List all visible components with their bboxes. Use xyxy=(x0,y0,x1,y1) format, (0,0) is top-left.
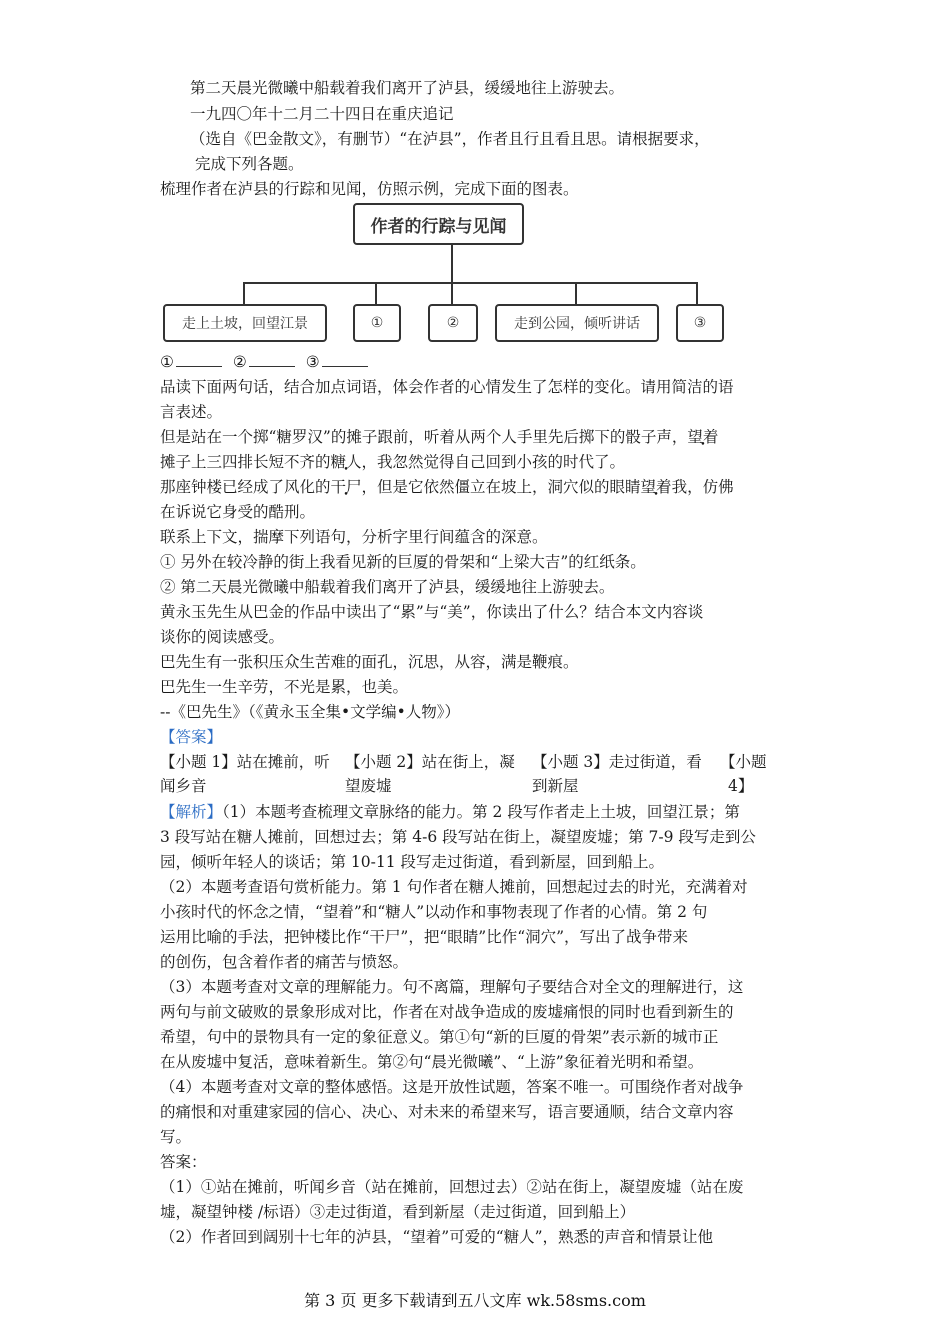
answer-q4 xyxy=(720,750,767,798)
analysis-line-7: 的创伤，包含着作者的痛苦与愤怒。 xyxy=(160,953,409,971)
passage-line-1: 第二天晨光微曦中船载着我们离开了泸县，缓缓地往上游驶去。 xyxy=(190,79,625,97)
answer-q2-line-1: 【小题 2】站在街上，凝 xyxy=(345,753,515,771)
analysis-label: 【解析】 xyxy=(160,803,223,821)
text: （1）本题考查梳理文章脉络的能力。第 2 段写作者走上土坡，回望江景；第 xyxy=(222,803,740,821)
diagram-connector xyxy=(451,282,453,304)
diagram-connector xyxy=(243,282,245,304)
answer-blank-3[interactable] xyxy=(322,352,368,367)
page-footer: 第 3 页 更多下载请到五八文库 wk.58sms.com xyxy=(304,1291,646,1310)
analysis-line-5: 小孩时代的怀念之情，“望着”和“糖人”以动作和事物表现了作者的心情。第 2 句 xyxy=(160,903,708,921)
diagram-node-1: 走上土坡，回望江景 xyxy=(163,304,327,342)
analysis-line-3: 园，倾听年轻人的谈话；第 10-11 段写走过街道，看到新屋，回到船上。 xyxy=(160,853,665,871)
q4-source: --《巴先生》（《黄永玉全集•文学编•人物》） xyxy=(160,703,461,721)
q3-sentence-1: ① 另外在较冷静的街上我看见新的巨厦的骨架和“上梁大吉”的红纸条。 xyxy=(160,553,646,571)
q4-quote-1: 巴先生有一张积压众生苦难的面孔，沉思，从容，满是鞭痕。 xyxy=(160,653,579,671)
analysis-line-11: 在从废墟中复活，意味着新生。第②句“晨光微曦”、“上游”象征着光明和希望。 xyxy=(160,1053,704,1071)
answer-q2-line-2: 望废墟 xyxy=(345,777,392,795)
diagram-branch-line xyxy=(243,282,696,284)
text: 摊子上三四排长短不齐的 xyxy=(160,453,331,471)
analysis-line-8: （3）本题考查对文章的理解能力。句不离篇，理解句子要结合对全文的理解进行，这 xyxy=(160,978,744,996)
diagram-connector xyxy=(696,282,698,304)
analysis-line-15: 答案： xyxy=(160,1153,207,1171)
dotted-word: 干尸 xyxy=(330,478,362,496)
answer-q1-line-1: 【小题 1】站在摊前，听 xyxy=(160,753,330,771)
q3-sentence-2: ② 第二天晨光微曦中船载着我们离开了泸县，缓缓地往上游驶去。 xyxy=(160,578,615,596)
blank-label-2: ② xyxy=(232,353,247,371)
text: 那座钟楼已经成了风化的 xyxy=(160,478,331,496)
answer-q2 xyxy=(345,750,515,798)
diagram-connector xyxy=(575,282,577,304)
q2-prompt-line-2: 言表述。 xyxy=(160,403,223,421)
diagram-trunk xyxy=(451,245,453,283)
analysis-line-16: （1）①站在摊前，听闻乡音（站在摊前，回想过去）②站在街上，凝望废墟（站在废 xyxy=(160,1178,744,1196)
text: ，我忽然觉得自己回到小孩的时代了。 xyxy=(361,453,626,471)
answer-blank-2[interactable] xyxy=(249,352,295,367)
answer-blank-1[interactable] xyxy=(176,352,222,367)
text: 但是站在一个掷“糖罗汉”的摊子跟前，听着从两个人手里先后掷下的骰子声， xyxy=(160,428,688,446)
q2-sentence-1a xyxy=(160,425,790,449)
diagram-node-4: 走到公园，倾听讲话 xyxy=(495,304,659,342)
diagram-node-3: ② xyxy=(428,304,478,342)
passage-instruction: 完成下列各题。 xyxy=(195,155,304,173)
analysis-line-13: 的痛恨和对重建家园的信心、决心、对未来的希望来写，语言要通顺，结合文章内容 xyxy=(160,1103,734,1121)
analysis-line-2: 3 段写站在糖人摊前，回想过去；第 4-6 段写站在街上，凝望废墟；第 7-9 段写走到公 xyxy=(160,828,756,846)
answer-q3-line-2: 到新屋 xyxy=(532,777,579,795)
dotted-word: 望着 xyxy=(687,428,719,446)
q4-quote-2: 巴先生一生辛劳，不光是累，也美。 xyxy=(160,678,409,696)
q2-prompt-line-1: 品读下面两句话，结合加点词语，体会作者的心情发生了怎样的变化。请用简洁的语 xyxy=(160,378,734,396)
analysis-line-10: 希望，句中的景物具有一定的象征意义。第①句“新的巨厦的骨架”表示新的城市正 xyxy=(160,1028,719,1046)
answer-q1 xyxy=(160,750,330,798)
q4-prompt-line-1: 黄永玉先生从巴金的作品中读出了“累”与“美”，你读出了什么？结合本文内容谈 xyxy=(160,603,704,621)
text: 我，仿佛 xyxy=(671,478,734,496)
answer-q4-line-1: 【小题 xyxy=(720,753,767,771)
analysis-line-12: （4）本题考查对文章的整体感悟。这是开放性试题，答案不唯一。可围绕作者对战争 xyxy=(160,1078,744,1096)
answer-q4-line-2: 4】 xyxy=(728,777,754,795)
q1-prompt: 梳理作者在泸县的行踪和见闻，仿照示例，完成下面的图表。 xyxy=(160,180,579,198)
blank-label-3: ③ xyxy=(305,353,320,371)
diagram-node-2: ① xyxy=(353,304,401,342)
answer-q1-line-2: 闻乡音 xyxy=(160,777,207,795)
passage-source: （选自《巴金散文》，有删节）“在泸县”，作者且行且看且思。请根据要求， xyxy=(190,130,710,148)
q3-prompt: 联系上下文，揣摩下列语句，分析字里行间蕴含的深意。 xyxy=(160,528,548,546)
analysis-line-14: 写。 xyxy=(160,1128,192,1146)
dotted-word: 望着 xyxy=(640,478,672,496)
q2-sentence-1b xyxy=(160,450,790,474)
analysis-line-4: （2）本题考查语句赏析能力。第 1 句作者在糖人摊前，回想起过去的时光，充满着对 xyxy=(160,878,748,896)
q2-sentence-2b: 在诉说它身受的酷刑。 xyxy=(160,503,316,521)
passage-date: 一九四〇年十二月二十四日在重庆追记 xyxy=(190,105,454,123)
blank-label-1: ① xyxy=(160,353,174,371)
analysis-line-1 xyxy=(160,800,790,824)
answer-label: 【答案】 xyxy=(160,728,223,746)
answer-q3 xyxy=(532,750,702,798)
analysis-line-17: 墟，凝望钟楼 /标语）③走过街道，看到新屋（走过街道，回到船上） xyxy=(160,1203,636,1221)
diagram-title-box: 作者的行踪与见闻 xyxy=(353,203,524,245)
analysis-line-6: 运用比喻的手法，把钟楼比作“干尸”，把“眼睛”比作“洞穴”，写出了战争带来 xyxy=(160,928,689,946)
diagram-node-5: ③ xyxy=(676,304,724,342)
analysis-line-9: 两句与前文破败的景象形成对比，作者在对战争造成的废墟痛恨的同时也看到新生的 xyxy=(160,1003,734,1021)
q1-answer-blanks xyxy=(160,350,790,374)
answer-q3-line-1: 【小题 3】走过街道，看 xyxy=(532,753,702,771)
q4-prompt-line-2: 谈你的阅读感受。 xyxy=(160,628,285,646)
analysis-line-18: （2）作者回到阔别十七年的泸县，“望着”可爱的“糖人”，熟悉的声音和情景让他 xyxy=(160,1228,714,1246)
q2-sentence-2a xyxy=(160,475,790,499)
itinerary-diagram xyxy=(160,200,740,350)
text: ，但是它依然僵立在坡上，洞穴似的眼睛 xyxy=(361,478,641,496)
dotted-word: 糖人 xyxy=(330,453,362,471)
diagram-connector xyxy=(375,282,377,304)
